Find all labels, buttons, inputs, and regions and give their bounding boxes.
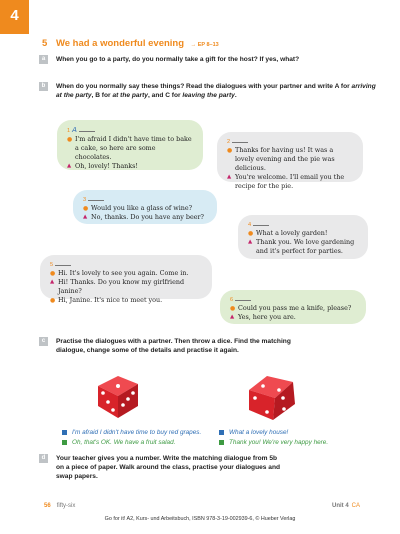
task-letter-c: c <box>39 337 48 346</box>
task-a <box>41 55 376 64</box>
line-c: Hi, Janine. It's nice to meet you. <box>58 296 163 304</box>
line-a: Thanks for having us! It was a lovely evening and the pie was delicious. <box>235 146 335 172</box>
dialogue-bubble-6 <box>220 290 366 324</box>
dialogue-number: 4 <box>248 222 252 228</box>
page-number: 56 fifty-six <box>44 503 76 509</box>
speaker-a-dot-icon: ● <box>227 147 233 154</box>
speaker-a-dot-icon: ● <box>248 230 254 237</box>
example-line-b: Oh, that's OK. We have a fruit salad. <box>72 438 176 446</box>
red-dice-image <box>92 372 144 420</box>
dialogue-number: 3 <box>83 197 87 203</box>
line-b: Oh, lovely! Thanks! <box>75 162 138 170</box>
dialogue-bubble-1 <box>57 120 203 170</box>
answer-blank[interactable] <box>253 225 269 226</box>
line-a: Would you like a glass of wine? <box>91 204 193 212</box>
speaker-a-dot-icon: ● <box>230 305 236 312</box>
speaker-b-triangle-icon: ▲ <box>248 239 253 245</box>
section-title: We had a wonderful evening <box>55 38 185 49</box>
line-b: You're welcome. I'll email you the recipe for the pie. <box>235 173 345 190</box>
task-letter-b: b <box>39 82 48 91</box>
line-a: What a lovely garden! <box>256 229 328 237</box>
example-dialogue-right <box>219 428 328 447</box>
speaker-b-triangle-icon: ▲ <box>67 163 72 169</box>
speaker-a-dot-icon: ● <box>50 297 56 304</box>
task-d <box>41 454 376 481</box>
dialogue-bubble-3 <box>73 190 217 224</box>
line-a: Could you pass me a knife, please? <box>238 304 352 312</box>
task-b <box>41 82 376 100</box>
task-d-text: Your teacher gives you a number. Write the matching dialogue from 5b on a piece of paper. Walk around the class, practise your dialogues and swap papers. <box>56 455 281 480</box>
line-b: Yes, here you are. <box>238 313 296 321</box>
task-b-text: When do you normally say these things? Read the dialogues with your partner and write A for arriving at the party, B for at the party, and C for leaving the party. <box>56 83 376 99</box>
red-dice-image <box>245 372 299 422</box>
task-a-text: When you go to a party, do you normally take a gift for the host? If yes, what? <box>56 56 300 63</box>
unit-label: Unit 4 CA <box>331 503 360 509</box>
dialogue-number: 2 <box>227 139 231 145</box>
example-line-a: What a lovely house! <box>229 429 289 436</box>
section-number: 5 <box>42 38 48 49</box>
green-square-icon <box>62 440 67 445</box>
dialogue-number: 5 <box>50 262 54 268</box>
speaker-b-triangle-icon: ▲ <box>227 174 232 180</box>
unit-number: 4 <box>10 7 19 24</box>
unit-tab <box>0 0 29 34</box>
speaker-a-dot-icon: ● <box>67 136 73 143</box>
task-letter-a: a <box>39 55 48 64</box>
task-c-text: Practise the dialogues with a partner. Then throw a dice. Find the matching dialogue, change some of the details and practise it again. <box>56 338 291 354</box>
blue-square-icon <box>219 430 224 435</box>
task-letter-d: d <box>39 454 48 463</box>
blue-square-icon <box>62 430 67 435</box>
dialogue-number: 6 <box>230 297 234 303</box>
answer-blank[interactable] <box>79 131 95 132</box>
task-c <box>41 337 376 355</box>
speaker-b-triangle-icon: ▲ <box>83 214 88 220</box>
line-b: Thank you. We love gardening and it's perfect for parties. <box>256 238 355 255</box>
example-dialogue-left <box>62 428 201 447</box>
speaker-a-dot-icon: ● <box>50 270 56 277</box>
answer-blank[interactable] <box>55 265 71 266</box>
answer-blank[interactable] <box>235 300 251 301</box>
exercise-reference: → EP 8–13 <box>190 42 219 48</box>
example-line-b: Thank you! We're very happy here. <box>229 438 329 446</box>
line-b: Hi! Thanks. Do you know my girlfriend Janine? <box>58 278 185 295</box>
green-square-icon <box>219 440 224 445</box>
line-b: No, thanks. Do you have any beer? <box>91 213 204 221</box>
line-a: I'm afraid I didn't have time to bake a cake, so here are some chocolates. <box>75 135 192 161</box>
dialogue-bubble-4 <box>238 215 368 259</box>
speaker-a-dot-icon: ● <box>83 205 89 212</box>
dialogue-bubble-2 <box>217 132 363 190</box>
line-a: Hi. It's lovely to see you again. Come in. <box>58 269 189 277</box>
speaker-b-triangle-icon: ▲ <box>50 279 55 285</box>
dialogue-number: 1 <box>67 128 71 134</box>
dialogue-bubble-5 <box>40 255 212 304</box>
example-line-a: I'm afraid I didn't have time to buy red grapes. <box>72 429 202 436</box>
speaker-b-triangle-icon: ▲ <box>230 314 235 320</box>
copyright-credit: Go for it! A2, Kurs- und Arbeitsbuch, ISBN 978-3-19-002939-6, © Hueber Verlag <box>104 516 296 522</box>
answer-blank[interactable] <box>88 200 104 201</box>
handwritten-answer: A <box>72 126 77 134</box>
answer-blank[interactable] <box>232 142 248 143</box>
section-heading <box>42 38 219 49</box>
